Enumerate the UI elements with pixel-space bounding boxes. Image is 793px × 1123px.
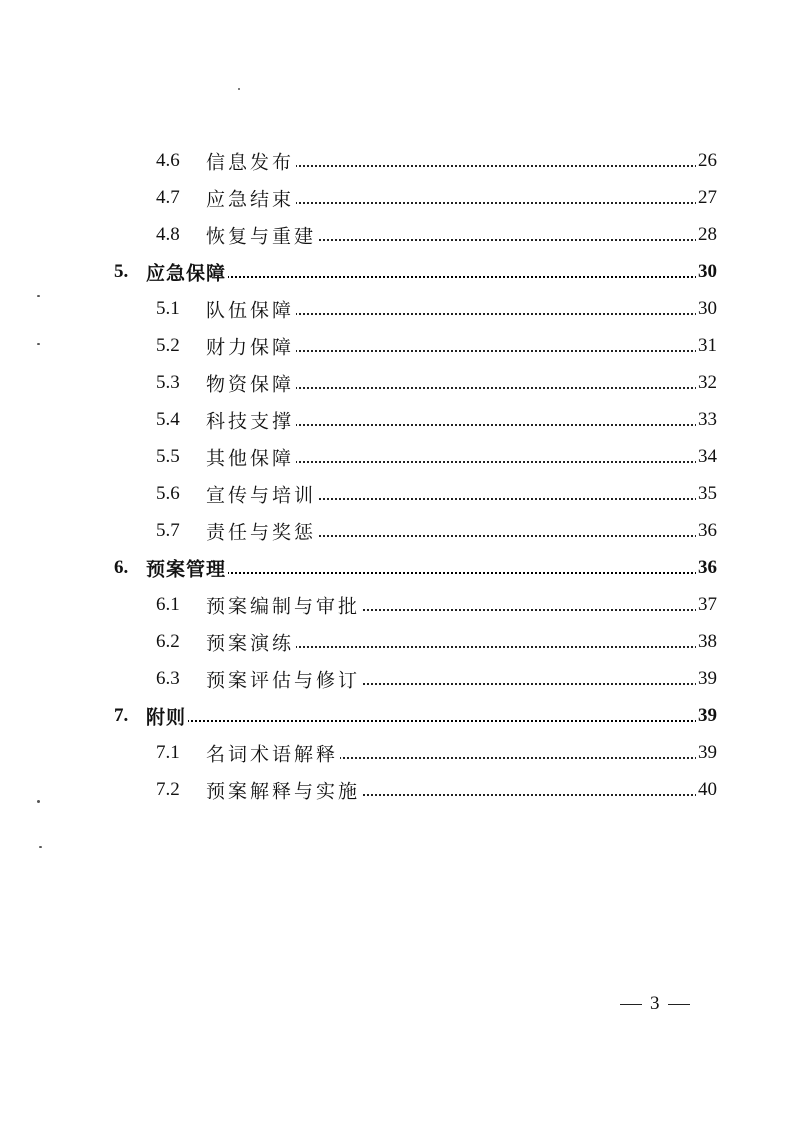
toc-entry-page: 27: [698, 186, 717, 208]
toc-entry-title: 科技支撑: [206, 406, 296, 433]
toc-entry-number: 5.3: [156, 371, 180, 393]
toc-chapter-page: 30: [698, 260, 717, 282]
toc-entry-title: 预案评估与修订: [206, 665, 362, 692]
toc-entry-title: 预案编制与审批: [206, 591, 362, 618]
toc-entry-6-2[interactable]: [0, 623, 793, 660]
toc-entry-number: 4.7: [156, 186, 180, 208]
dot-leader: [146, 572, 697, 574]
toc-entry-number: 6.1: [156, 593, 180, 615]
toc-entry-title: 其他保障: [206, 443, 296, 470]
toc-entry-page: 34: [698, 445, 717, 467]
toc-entry-page: 35: [698, 482, 717, 504]
toc-entry-6-1[interactable]: [0, 586, 793, 623]
toc-entry-title: 应急结束: [206, 184, 296, 211]
toc-entry-7-1[interactable]: [0, 734, 793, 771]
toc-entry-5-7[interactable]: [0, 512, 793, 549]
toc-chapter-page: 36: [698, 556, 717, 578]
scan-speck: [37, 343, 40, 345]
toc-entry-title: 信息发布: [206, 147, 296, 174]
toc-chapter-5[interactable]: [0, 253, 793, 290]
footer-dash-left: [620, 1004, 642, 1005]
toc-entry-page: 28: [698, 223, 717, 245]
toc-entry-number: 5.2: [156, 334, 180, 356]
toc-chapter-7[interactable]: [0, 697, 793, 734]
toc-chapter-number: 5.: [114, 260, 129, 282]
toc-entry-5-3[interactable]: [0, 364, 793, 401]
toc-chapter-title: 附则: [146, 702, 188, 729]
toc-entry-title: 财力保障: [206, 332, 296, 359]
toc-entry-6-3[interactable]: [0, 660, 793, 697]
toc-entry-number: 6.2: [156, 630, 180, 652]
toc-entry-title: 名词术语解释: [206, 739, 340, 766]
toc-entry-5-2[interactable]: [0, 327, 793, 364]
toc-entry-title: 预案演练: [206, 628, 296, 655]
toc-entry-page: 39: [698, 667, 717, 689]
toc-entry-4-8[interactable]: [0, 216, 793, 253]
toc-entry-page: 31: [698, 334, 717, 356]
toc-chapter-number: 6.: [114, 556, 129, 578]
toc-entry-page: 26: [698, 149, 717, 171]
toc-entry-5-1[interactable]: [0, 290, 793, 327]
toc-entry-title: 责任与奖惩: [206, 517, 318, 544]
toc-entry-title: 恢复与重建: [206, 221, 318, 248]
table-of-contents: [0, 142, 793, 808]
toc-entry-number: 4.6: [156, 149, 180, 171]
scan-speck: [39, 846, 42, 848]
toc-chapter-title: 应急保障: [146, 258, 228, 285]
toc-entry-page: 37: [698, 593, 717, 615]
toc-entry-title: 宣传与培训: [206, 480, 318, 507]
page-number: 3: [650, 993, 660, 1014]
toc-entry-number: 7.1: [156, 741, 180, 763]
toc-entry-page: 39: [698, 741, 717, 763]
toc-entry-number: 5.5: [156, 445, 180, 467]
toc-entry-5-4[interactable]: [0, 401, 793, 438]
dot-leader: [146, 720, 697, 722]
scan-speck: [37, 800, 40, 803]
scan-speck: [37, 295, 40, 297]
page-footer: [620, 993, 690, 1015]
toc-entry-7-2[interactable]: [0, 771, 793, 808]
footer-dash-right: [668, 1004, 690, 1005]
toc-entry-title: 队伍保障: [206, 295, 296, 322]
toc-entry-page: 40: [698, 778, 717, 800]
toc-entry-page: 33: [698, 408, 717, 430]
toc-entry-page: 36: [698, 519, 717, 541]
dot-leader: [146, 276, 697, 278]
toc-entry-number: 5.4: [156, 408, 180, 430]
toc-entry-page: 32: [698, 371, 717, 393]
toc-entry-number: 4.8: [156, 223, 180, 245]
toc-chapter-title: 预案管理: [146, 554, 228, 581]
scan-speck: [238, 88, 240, 90]
toc-entry-number: 5.7: [156, 519, 180, 541]
toc-chapter-page: 39: [698, 704, 717, 726]
toc-entry-page: 30: [698, 297, 717, 319]
toc-entry-number: 5.6: [156, 482, 180, 504]
toc-entry-number: 5.1: [156, 297, 180, 319]
toc-entry-title: 预案解释与实施: [206, 776, 362, 803]
toc-entry-4-6[interactable]: [0, 142, 793, 179]
toc-chapter-number: 7.: [114, 704, 129, 726]
toc-entry-5-5[interactable]: [0, 438, 793, 475]
toc-entry-4-7[interactable]: [0, 179, 793, 216]
toc-entry-page: 38: [698, 630, 717, 652]
toc-entry-number: 7.2: [156, 778, 180, 800]
toc-entry-5-6[interactable]: [0, 475, 793, 512]
toc-entry-title: 物资保障: [206, 369, 296, 396]
toc-entry-number: 6.3: [156, 667, 180, 689]
toc-chapter-6[interactable]: [0, 549, 793, 586]
